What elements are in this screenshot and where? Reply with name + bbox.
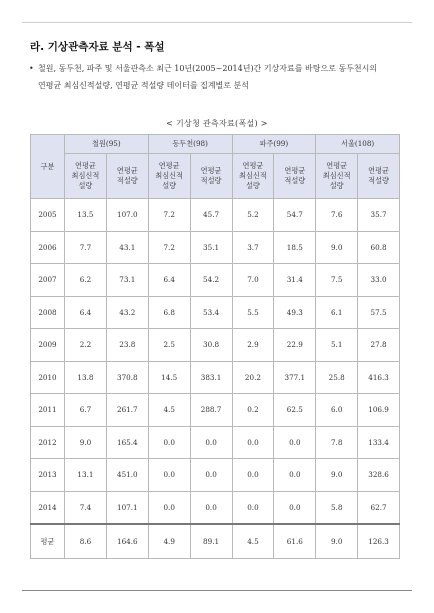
value-cell: 49.3	[274, 296, 316, 329]
value-cell: 0.0	[190, 491, 232, 524]
value-cell: 7.8	[316, 426, 358, 459]
table-row	[31, 361, 400, 394]
max-new-snow-header	[232, 154, 274, 199]
value-cell: 0.0	[232, 459, 274, 492]
year-cell: 2009	[31, 329, 65, 362]
average-value-cell: 126.3	[358, 524, 400, 559]
value-cell: 0.0	[232, 491, 274, 524]
value-cell: 6.7	[65, 394, 107, 427]
value-cell: 7.6	[316, 199, 358, 232]
max-new-snow-header	[148, 154, 190, 199]
value-cell: 20.2	[232, 361, 274, 394]
year-cell: 2014	[31, 491, 65, 524]
value-cell: 288.7	[190, 394, 232, 427]
value-cell: 451.0	[106, 459, 148, 492]
station-header: 철원(95)	[65, 135, 149, 154]
table-row	[31, 231, 400, 264]
table-row	[31, 296, 400, 329]
subheader-line: 설량	[78, 181, 93, 190]
year-cell: 2008	[31, 296, 65, 329]
value-cell: 5.5	[232, 296, 274, 329]
value-cell: 5.8	[316, 491, 358, 524]
value-cell: 383.1	[190, 361, 232, 394]
snow-depth-header	[274, 154, 316, 199]
top-rule	[22, 22, 412, 23]
subheader-line: 설량	[245, 181, 260, 190]
value-cell: 5.2	[232, 199, 274, 232]
table-row	[31, 394, 400, 427]
value-cell: 133.4	[358, 426, 400, 459]
value-cell: 53.4	[190, 296, 232, 329]
average-value-cell: 4.5	[232, 524, 274, 559]
subheader-line: 연평균	[75, 161, 96, 170]
value-cell: 6.0	[316, 394, 358, 427]
station-header: 파주(99)	[232, 135, 316, 154]
value-cell: 7.5	[316, 264, 358, 297]
summary-paragraph	[29, 60, 408, 94]
value-cell: 2.2	[65, 329, 107, 362]
value-cell: 18.5	[274, 231, 316, 264]
subheader-line: 최심신적	[239, 171, 267, 180]
value-cell: 60.8	[358, 231, 400, 264]
value-cell: 106.9	[358, 394, 400, 427]
bottom-rule	[22, 590, 412, 591]
station-header: 동두천(98)	[148, 135, 232, 154]
value-cell: 2.9	[232, 329, 274, 362]
value-cell: 3.7	[232, 231, 274, 264]
value-cell: 27.8	[358, 329, 400, 362]
value-cell: 6.2	[65, 264, 107, 297]
subheader-line: 적설량	[284, 176, 306, 185]
year-cell: 2007	[31, 264, 65, 297]
average-value-cell: 9.0	[316, 524, 358, 559]
corner-header: 구분	[31, 135, 65, 199]
table-row	[31, 491, 400, 524]
value-cell: 0.2	[232, 394, 274, 427]
subheader-line: 연평균	[284, 166, 306, 175]
year-cell: 2010	[31, 361, 65, 394]
value-cell: 261.7	[106, 394, 148, 427]
station-header: 서울(108)	[316, 135, 400, 154]
value-cell: 54.7	[274, 199, 316, 232]
value-cell: 416.3	[358, 361, 400, 394]
value-cell: 57.5	[358, 296, 400, 329]
table-row	[31, 329, 400, 362]
subheader-line: 적설량	[116, 176, 138, 185]
value-cell: 13.8	[65, 361, 107, 394]
value-cell: 45.7	[190, 199, 232, 232]
value-cell: 107.0	[106, 199, 148, 232]
subheader-line: 연평균	[158, 161, 180, 170]
value-cell: 13.1	[65, 459, 107, 492]
value-cell: 370.8	[106, 361, 148, 394]
value-cell: 35.1	[190, 231, 232, 264]
table-row	[31, 426, 400, 459]
snow-depth-header	[106, 154, 148, 199]
value-cell: 0.0	[190, 426, 232, 459]
subheader-line: 연평균	[242, 161, 264, 170]
value-cell: 4.5	[148, 394, 190, 427]
year-cell: 2012	[31, 426, 65, 459]
value-cell: 165.4	[106, 426, 148, 459]
bullet-icon: •	[29, 64, 34, 73]
value-cell: 0.0	[232, 426, 274, 459]
subheader-line: 설량	[162, 181, 177, 190]
paragraph-line-2: 연평균 최심신적설량, 연평균 적설량 데이터를 집계별로 분석	[38, 81, 249, 90]
snow-depth-header	[190, 154, 232, 199]
value-cell: 0.0	[274, 426, 316, 459]
year-cell: 2005	[31, 199, 65, 232]
average-label: 평균	[31, 524, 65, 559]
snowfall-table	[30, 134, 400, 559]
value-cell: 9.0	[316, 231, 358, 264]
year-cell: 2006	[31, 231, 65, 264]
average-value-cell: 8.6	[65, 524, 107, 559]
value-cell: 43.1	[106, 231, 148, 264]
value-cell: 43.2	[106, 296, 148, 329]
value-cell: 0.0	[190, 459, 232, 492]
subheader-line: 최심신적	[71, 171, 100, 180]
value-cell: 62.5	[274, 394, 316, 427]
value-cell: 30.8	[190, 329, 232, 362]
value-cell: 7.0	[232, 264, 274, 297]
subheader-line: 연평균	[200, 166, 222, 175]
snow-depth-header	[358, 154, 400, 199]
year-cell: 2011	[31, 394, 65, 427]
subheader-line: 연평균	[116, 166, 138, 175]
value-cell: 6.4	[148, 264, 190, 297]
value-cell: 6.1	[316, 296, 358, 329]
table-row	[31, 264, 400, 297]
value-cell: 9.0	[316, 459, 358, 492]
subheader-line: 연평균	[326, 161, 348, 170]
subheader-line: 연평균	[368, 166, 389, 175]
average-row	[31, 524, 400, 559]
value-cell: 22.9	[274, 329, 316, 362]
table-row	[31, 459, 400, 492]
value-cell: 35.7	[358, 199, 400, 232]
value-cell: 2.5	[148, 329, 190, 362]
value-cell: 0.0	[148, 426, 190, 459]
value-cell: 377.1	[274, 361, 316, 394]
value-cell: 107.1	[106, 491, 148, 524]
subheader-line: 적설량	[368, 176, 389, 185]
value-cell: 328.6	[358, 459, 400, 492]
paragraph-line-1: 철원, 동두천, 파주 및 서울관측소 최근 10년(2005~2014년)간 기상자료를 바탕으로 동두천시의	[38, 64, 378, 73]
average-value-cell: 164.6	[106, 524, 148, 559]
subheader-line: 최심신적	[155, 171, 184, 180]
value-cell: 62.7	[358, 491, 400, 524]
value-cell: 9.0	[65, 426, 107, 459]
value-cell: 0.0	[274, 491, 316, 524]
value-cell: 13.5	[65, 199, 107, 232]
value-cell: 0.0	[148, 491, 190, 524]
subheader-line: 최심신적	[322, 171, 351, 180]
value-cell: 7.4	[65, 491, 107, 524]
subheader-line: 적설량	[200, 176, 222, 185]
average-value-cell: 4.9	[148, 524, 190, 559]
table-row	[31, 199, 400, 232]
value-cell: 25.8	[316, 361, 358, 394]
value-cell: 7.2	[148, 231, 190, 264]
value-cell: 31.4	[274, 264, 316, 297]
value-cell: 54.2	[190, 264, 232, 297]
value-cell: 6.8	[148, 296, 190, 329]
subheader-line: 설량	[329, 181, 344, 190]
value-cell: 7.7	[65, 231, 107, 264]
max-new-snow-header	[316, 154, 358, 199]
year-cell: 2013	[31, 459, 65, 492]
value-cell: 5.1	[316, 329, 358, 362]
value-cell: 6.4	[65, 296, 107, 329]
value-cell: 33.0	[358, 264, 400, 297]
average-value-cell: 89.1	[190, 524, 232, 559]
section-heading: 라. 기상관측자료 분석 - 폭설	[30, 41, 165, 53]
value-cell: 23.8	[106, 329, 148, 362]
table-caption: < 기상청 관측자료(폭설) >	[166, 119, 268, 128]
value-cell: 0.0	[148, 459, 190, 492]
max-new-snow-header	[65, 154, 107, 199]
value-cell: 7.2	[148, 199, 190, 232]
average-value-cell: 61.6	[274, 524, 316, 559]
value-cell: 14.5	[148, 361, 190, 394]
value-cell: 73.1	[106, 264, 148, 297]
value-cell: 0.0	[274, 459, 316, 492]
